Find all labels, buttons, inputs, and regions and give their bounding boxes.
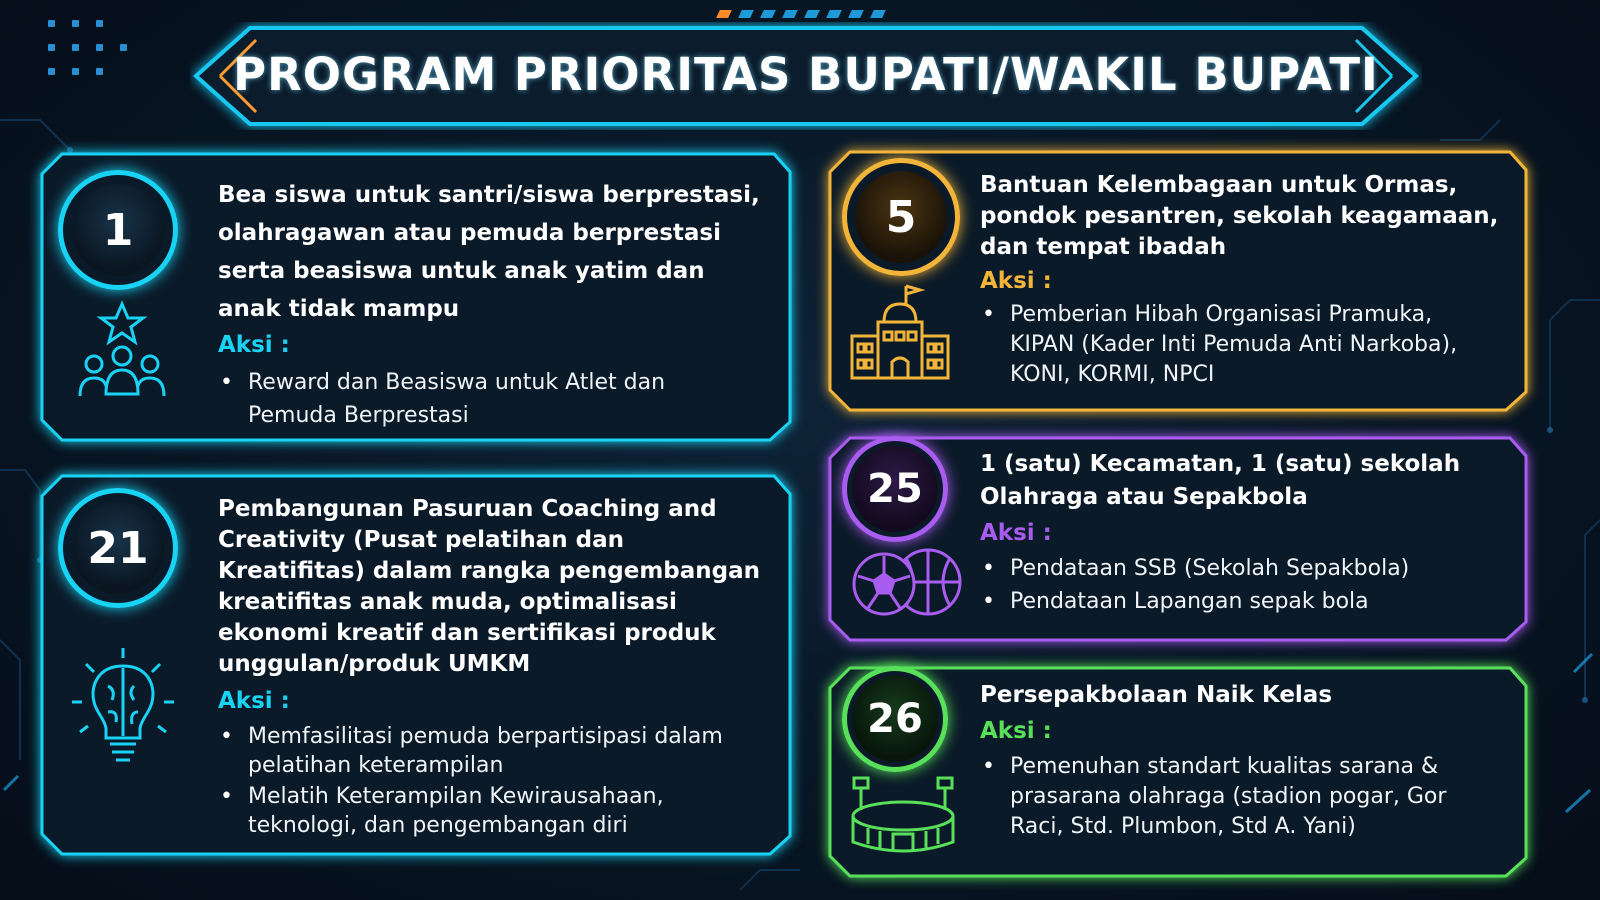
balls-icon	[850, 546, 962, 622]
list-item: • Pemenuhan standart kualitas sarana & prasarana olahraga (stadion pogar, Gor Raci, Std. Plumbon, Std A. Yani)	[980, 752, 1450, 842]
list-item: • Pemberian Hibah Organisasi Pramuka, KIPAN (Kader Inti Pemuda Anti Narkoba), KONI, KORMI, NPCI	[980, 300, 1490, 390]
list-item: • Pendataan SSB (Sekolah Sepakbola)	[980, 552, 1500, 585]
card-program-25	[828, 436, 1528, 642]
card-program-1	[40, 152, 792, 442]
page-title: PROGRAM PRIORITAS BUPATI/WAKIL BUPATI	[233, 48, 1379, 101]
list-item: • Melatih Keterampilan Kewirausahaan, teknologi, dan pengembangan diri	[218, 782, 750, 840]
aksi-label: Aksi :	[980, 520, 1052, 546]
aksi-label: Aksi :	[980, 718, 1052, 744]
stadium-icon	[848, 776, 958, 860]
brain-bulb-icon	[68, 646, 178, 770]
program-number-badge: 25	[852, 446, 938, 532]
card-program-26	[828, 666, 1528, 878]
program-title: Bantuan Kelembagaan untuk Ormas, pondok pesantren, sekolah keagamaan, dan tempat ibadah	[980, 172, 1499, 260]
aksi-list	[218, 722, 750, 840]
card-program-5	[828, 150, 1528, 412]
aksi-label: Aksi :	[218, 332, 290, 358]
aksi-label: Aksi :	[218, 688, 290, 714]
aksi-list	[980, 752, 1450, 842]
people-star-icon	[72, 300, 172, 404]
program-title: Bea siswa untuk santri/siswa berprestasi, olahragawan atau pemuda berprestasi serta beasiswa untuk anak yatim dan anak tidak mampu	[218, 182, 760, 322]
header-banner	[190, 22, 1422, 130]
program-title: Pembangunan Pasuruan Coaching and Creativity (Pusat pelatihan dan Kreatifitas) dalam rangka pengembangan kreatifitas anak muda, optimalisasi ekonomi kreatif dan sertifikasi produk unggulan/produk UMKM	[218, 496, 761, 677]
program-title: 1 (satu) Kecamatan, 1 (satu) sekolah Olahraga atau Sepakbola	[980, 451, 1461, 510]
list-item: • Reward dan Beasiswa untuk Atlet dan Pemuda Berprestasi	[218, 366, 708, 432]
program-number-badge: 5	[855, 171, 947, 263]
card-program-21	[40, 474, 792, 856]
program-number-badge: 1	[72, 184, 164, 276]
list-item: • Memfasilitasi pemuda berpartisipasi dalam pelatihan keterampilan	[218, 722, 750, 780]
aksi-label: Aksi :	[980, 268, 1052, 294]
program-number-badge: 21	[72, 502, 164, 594]
list-item: • Pendataan Lapangan sepak bola	[980, 585, 1500, 618]
aksi-list	[980, 552, 1500, 618]
program-title: Persepakbolaan Naik Kelas	[980, 682, 1333, 708]
aksi-list	[218, 366, 708, 432]
aksi-list	[980, 300, 1490, 390]
institution-building-icon	[848, 282, 952, 386]
program-number-badge: 26	[852, 676, 938, 762]
